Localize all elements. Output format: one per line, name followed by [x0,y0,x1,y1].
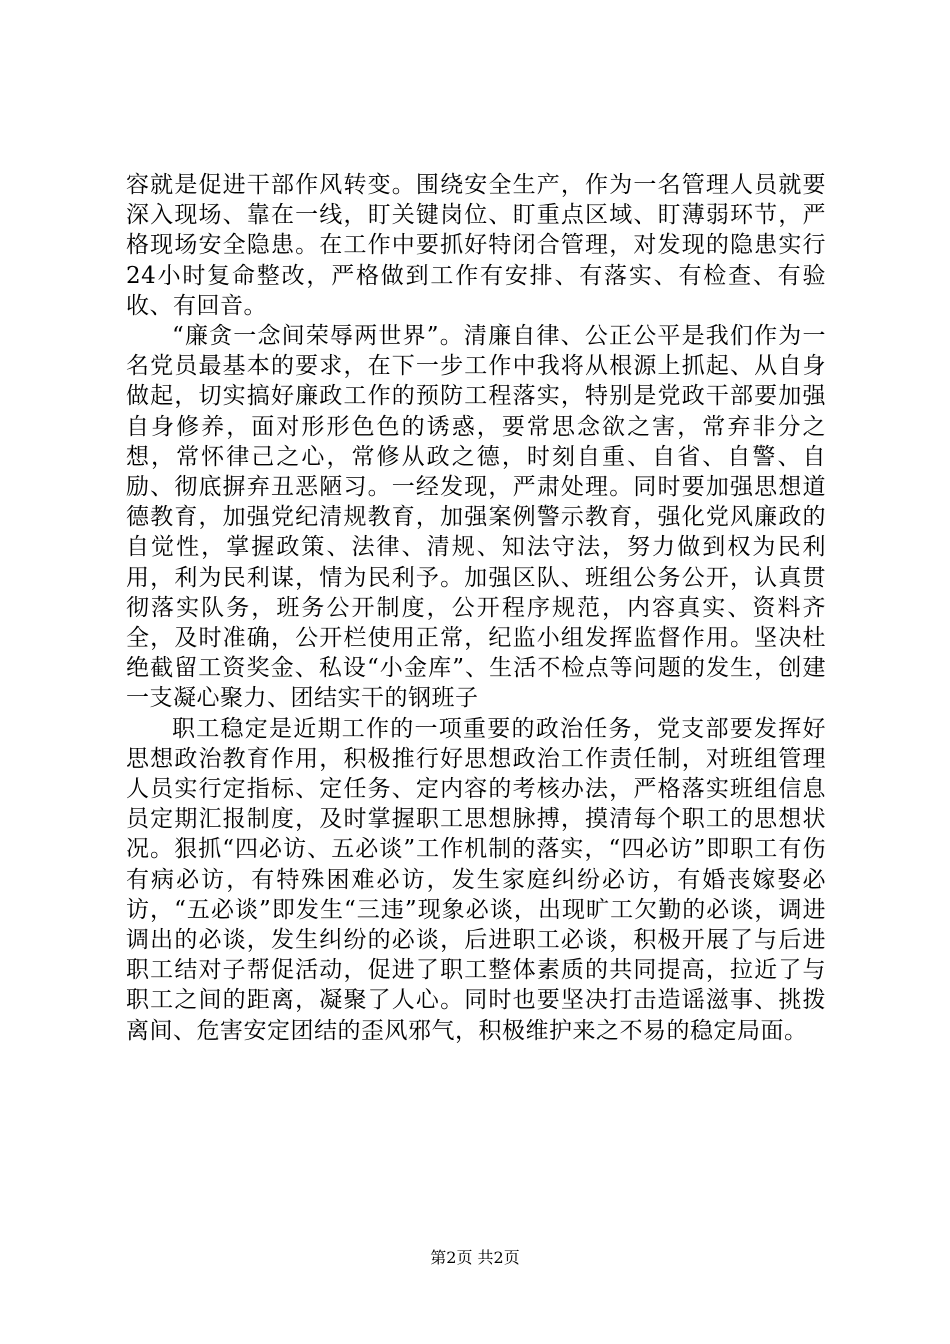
paragraph-integrity: “廉贪一念间荣辱两世界”。清廉自律、公正公平是我们作为一名党员最基本的要求，在下一步工作中我将从根源上抓起、从自身做起，切实搞好廉政工作的预防工程落实，特别是党政干部要加强自身修养，面对形形色色的诱惑，要常思念欲之害，常弃非分之想，常怀律己之心，常修从政之德，时刻自重、自省、自警、自励、彻底摒弃丑恶陋习。一经发现，严肃处理。同时要加强思想道德教育，加强党纪清规教育，加强案例警示教育，强化党风廉政的自觉性，掌握政策、法律、清规、知法守法，努力做到权为民利用，利为民利谋，情为民利予。加强区队、班组公务公开，认真贯彻落实队务，班务公开制度，公开程序规范，内容真实、资料齐全，及时准确，公开栏使用正常，纪监小组发挥监督作用。坚决杜绝截留工资奖金、私设“小金库”、生活不检点等问题的发生，创建一支凝心聚力、团结实干的钢班子 [126,323,826,712]
page-footer: 第2页 共2页 [430,1248,520,1267]
paragraph-continuation: 容就是促进干部作风转变。围绕安全生产，作为一名管理人员就要深入现场、靠在一线，盯关键岗位、盯重点区域、盯薄弱环节，严格现场安全隐患。在工作中要抓好特闭合管理，对发现的隐患实行24小时复命整改，严格做到工作有安排、有落实、有检查、有验收、有回音。 [126,172,826,319]
paragraph-stability: 职工稳定是近期工作的一项重要的政治任务，党支部要发挥好思想政治教育作用，积极推行好思想政治工作责任制，对班组管理人员实行定指标、定任务、定内容的考核办法，严格落实班组信息员定期汇报制度，及时掌握职工思想脉搏，摸清每个职工的思想状况。狠抓“四必访、五必谈”工作机制的落实，“四必访”即职工有伤有病必访，有特殊困难必访，发生家庭纠纷必访，有婚丧嫁娶必访，“五必谈”即发生“三违”现象必谈，出现旷工欠勤的必谈，调进调出的必谈，发生纠纷的必谈，后进职工必谈，积极开展了与后进职工结对子帮促活动，促进了职工整体素质的共同提高，拉近了与职工之间的距离，凝聚了人心。同时也要坚决打击造谣滋事、挑拨离间、危害安定团结的歪风邪气，积极维护来之不易的稳定局面。 [126,715,826,1044]
document-body [126,170,826,1046]
